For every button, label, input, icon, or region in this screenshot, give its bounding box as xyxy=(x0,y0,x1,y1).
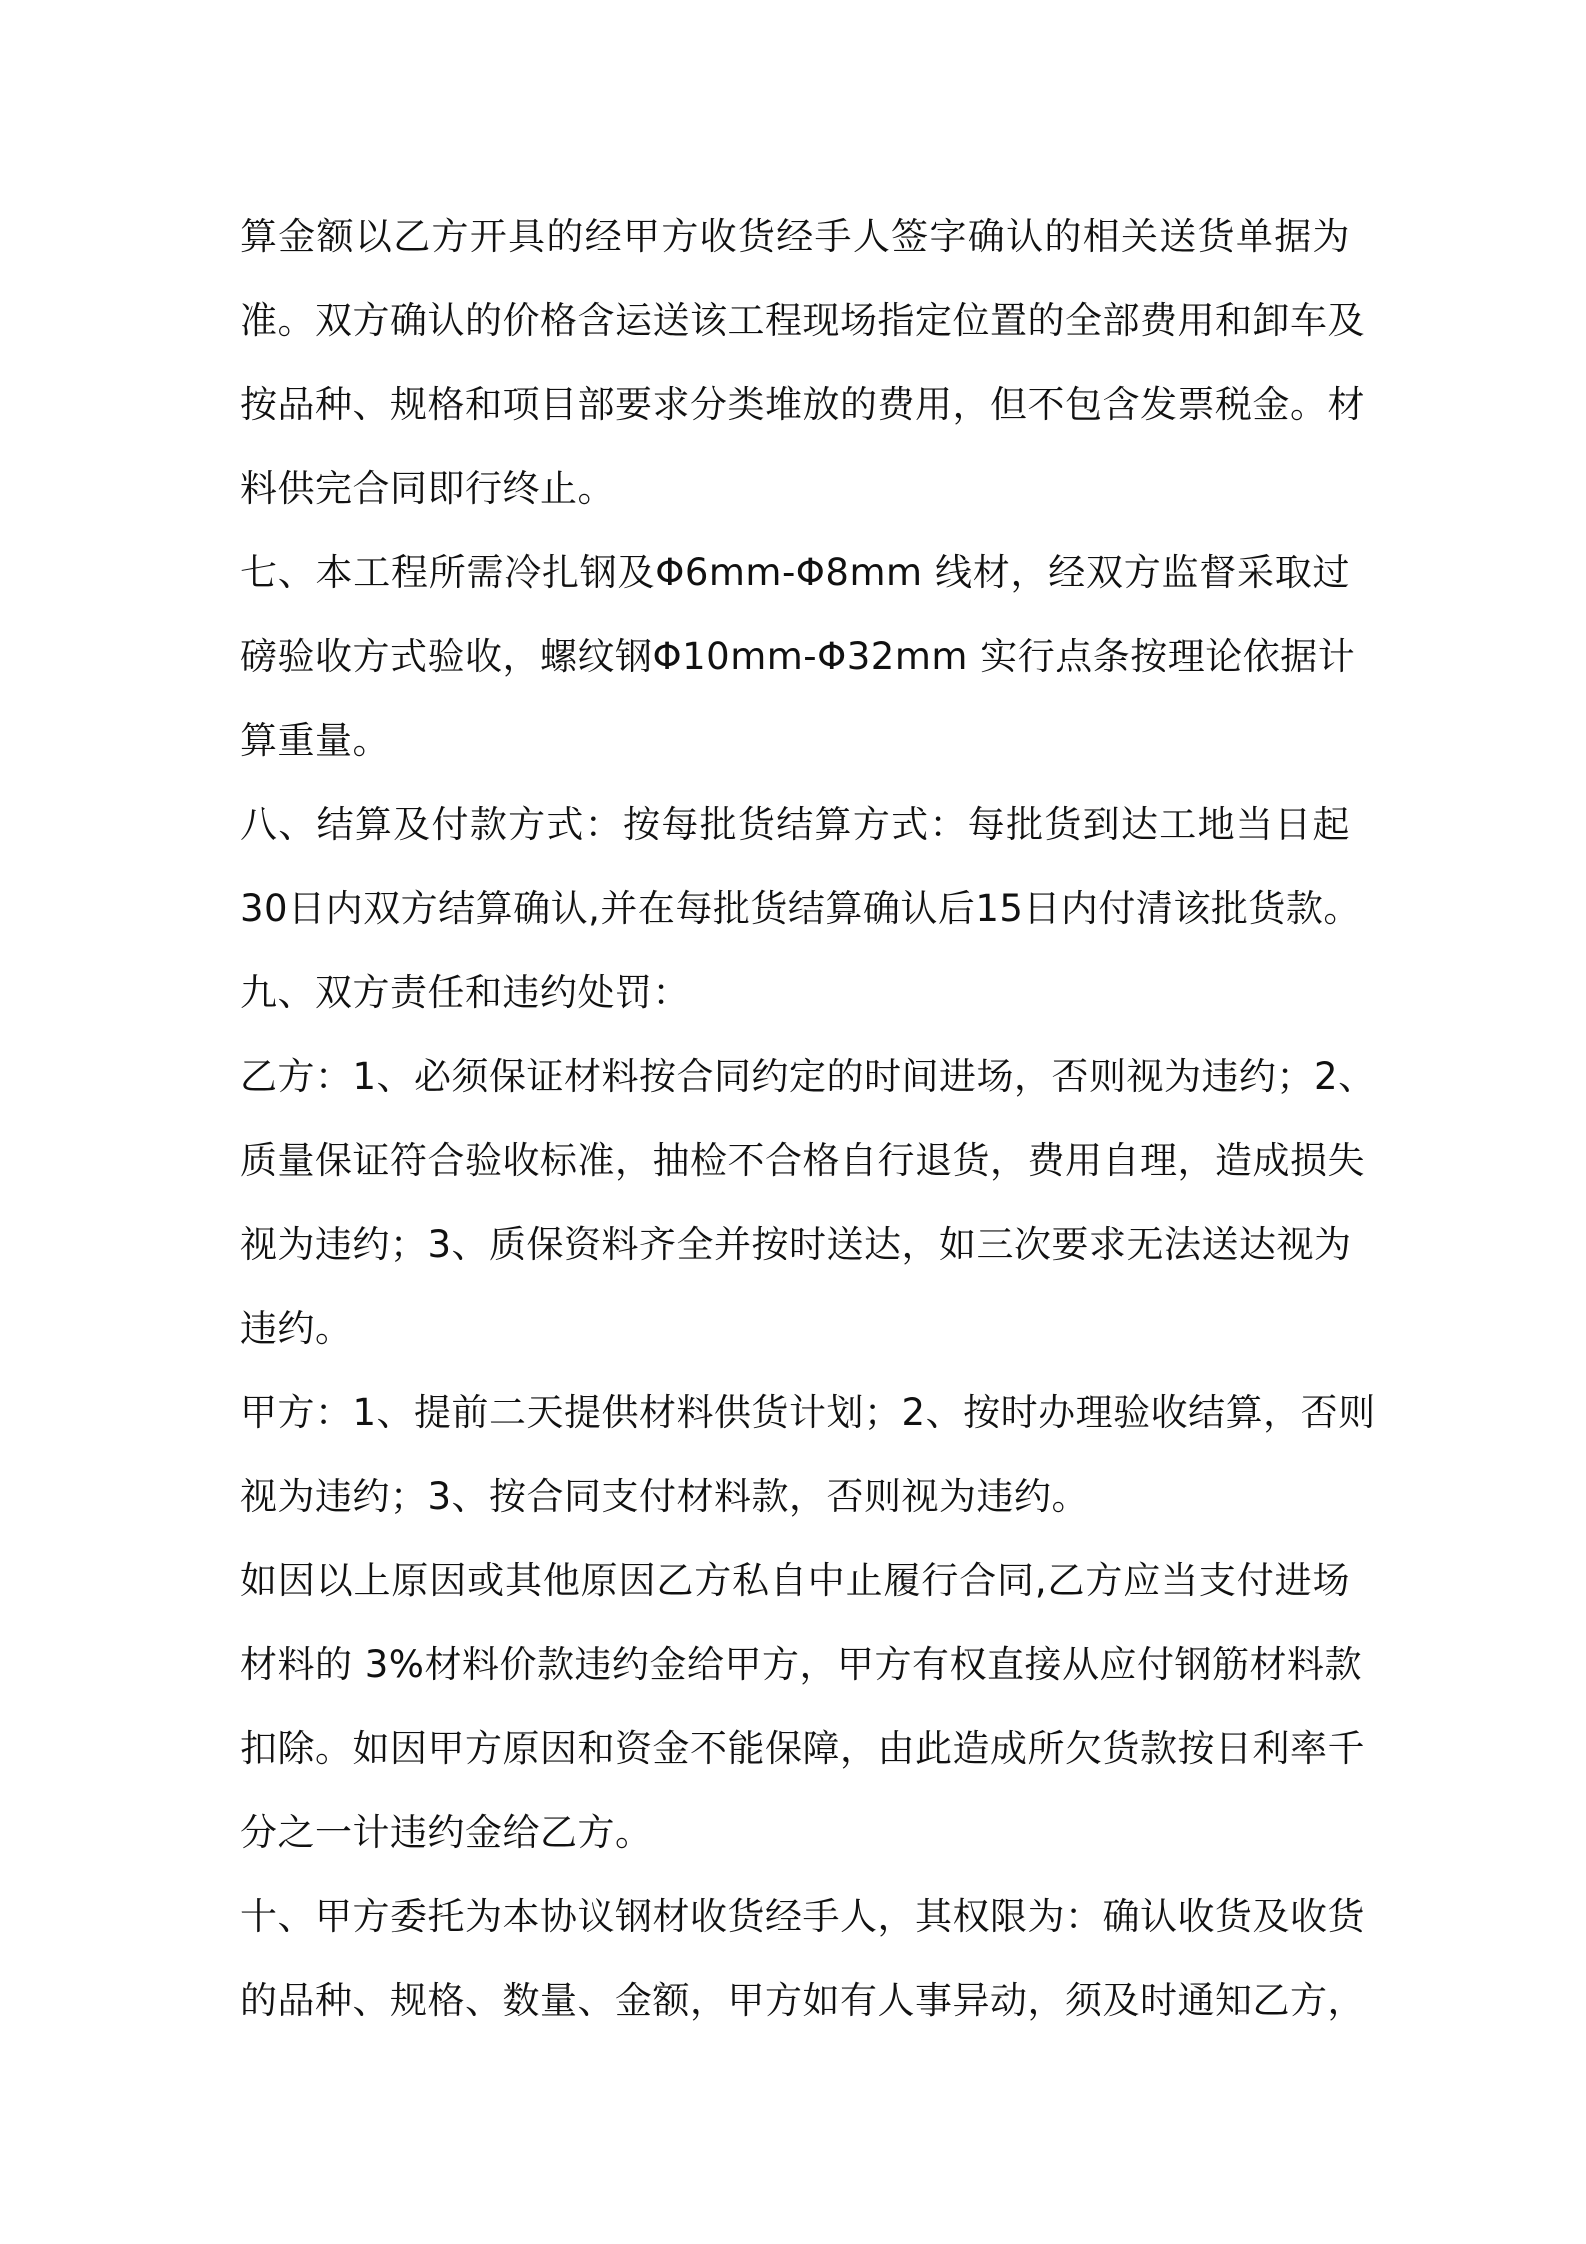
text-line: 扣除。如因甲方原因和资金不能保障，由此造成所欠货款按日利率千 xyxy=(240,1727,1365,1770)
text-line: 30日内双方结算确认,并在每批货结算确认后15日内付清该批货款。 xyxy=(240,887,1361,930)
text-line: 的品种、规格、数量、金额，甲方如有人事异动，须及时通知乙方， xyxy=(240,1979,1365,2022)
text-line: 料供完合同即行终止。 xyxy=(240,467,615,510)
text-line: 按品种、规格和项目部要求分类堆放的费用，但不包含发票税金。材 xyxy=(240,383,1365,426)
text-line: 七、本工程所需冷扎钢及Φ6mm-Φ8mm 线材，经双方监督采取过 xyxy=(240,551,1350,594)
text-line: 如因以上原因或其他原因乙方私自中止履行合同,乙方应当支付进场 xyxy=(240,1559,1350,1602)
text-line: 十、甲方委托为本协议钢材收货经手人，其权限为：确认收货及收货 xyxy=(240,1895,1365,1938)
text-line: 八、结算及付款方式：按每批货结算方式：每批货到达工地当日起 xyxy=(240,803,1350,846)
text-line: 甲方：1、提前二天提供材料供货计划；2、按时办理验收结算，否则 xyxy=(240,1391,1376,1434)
text-line: 九、双方责任和违约处罚： xyxy=(240,971,690,1014)
text-line: 分之一计违约金给乙方。 xyxy=(240,1811,653,1854)
text-line: 材料的 3%材料价款违约金给甲方，甲方有权直接从应付钢筋材料款 xyxy=(240,1643,1362,1686)
text-line: 乙方：1、必须保证材料按合同约定的时间进场，否则视为违约；2、 xyxy=(240,1055,1376,1098)
text-line: 质量保证符合验收标准，抽检不合格自行退货，费用自理，造成损失 xyxy=(240,1139,1365,1182)
text-line: 准。双方确认的价格含运送该工程现场指定位置的全部费用和卸车及 xyxy=(240,299,1365,342)
text-line: 算重量。 xyxy=(240,719,390,762)
text-line: 磅验收方式验收，螺纹钢Φ10mm-Φ32mm 实行点条按理论依据计 xyxy=(240,635,1356,678)
text-line: 违约。 xyxy=(240,1307,353,1350)
text-line: 视为违约；3、质保资料齐全并按时送达，如三次要求无法送达视为 xyxy=(240,1223,1352,1266)
text-line: 算金额以乙方开具的经甲方收货经手人签字确认的相关送货单据为 xyxy=(240,215,1350,258)
document-body xyxy=(240,195,1376,2043)
text-line: 视为违约；3、按合同支付材料款，否则视为违约。 xyxy=(240,1475,1090,1518)
